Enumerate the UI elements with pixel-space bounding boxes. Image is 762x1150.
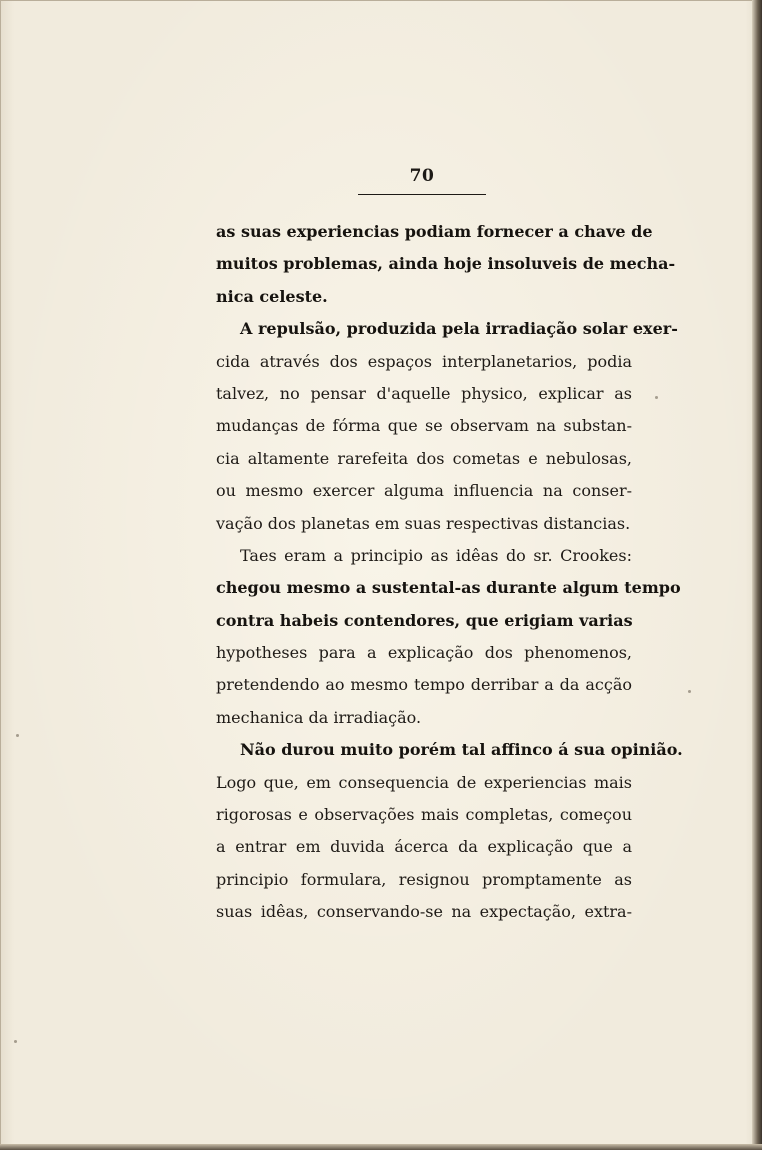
body-text: [216, 216, 683, 929]
text-line: ou mesmo exercer alguma influencia na conser-: [216, 481, 632, 501]
page-number: 70: [409, 166, 435, 186]
page-edge-bottom: [0, 1144, 762, 1150]
header-rule: [358, 194, 486, 195]
text-line: rigorosas e observações mais completas, começou: [216, 805, 632, 825]
paper-speck: [14, 1040, 17, 1043]
text-line: as suas experiencias podiam fornecer a chave de: [216, 222, 653, 241]
paper-speck: [16, 734, 19, 737]
text-line: cia altamente rarefeita dos cometas e nebulosas,: [216, 448, 632, 468]
text-line: principio formulara, resignou promptamente as: [216, 869, 632, 889]
text-line: nica celeste.: [216, 286, 328, 306]
paper-speck: [655, 396, 658, 399]
text-line: cida através dos espaços interplanetarios, podia: [216, 351, 632, 371]
text-line: vação dos planetas em suas respectivas distancias.: [216, 513, 631, 533]
text-line: contra habeis contendores, que erigiam varias: [216, 610, 633, 630]
text-line: pretendendo ao mesmo tempo derribar a da acção: [216, 675, 632, 695]
text-line: Não durou muito porém tal affinco á sua opinião.: [240, 740, 683, 760]
text-line: Taes eram a principio as idêas do sr. Crookes:: [240, 545, 632, 565]
text-line: suas idêas, conservando-se na expectação, extra-: [216, 902, 632, 922]
text-line: chegou mesmo a sustental-as durante algum tempo: [216, 578, 681, 598]
page-edge-right: [752, 0, 762, 1150]
text-line: A repulsão, produzida pela irradiação solar exer-: [240, 319, 678, 339]
text-line: mechanica da irradiação.: [216, 707, 422, 727]
text-line: mudanças de fórma que se observam na substan-: [216, 416, 632, 436]
text-line: Logo que, em consequencia de experiencias mais: [216, 772, 632, 792]
text-line: muitos problemas, ainda hoje insoluveis de mecha-: [216, 254, 676, 274]
text-line: hypotheses para a explicação dos phenomenos,: [216, 643, 632, 663]
text-line: talvez, no pensar d'aquelle physico, explicar as: [216, 383, 632, 403]
paper-speck: [688, 690, 691, 693]
text-line: a entrar em duvida ácerca da explicação que a: [216, 837, 632, 857]
